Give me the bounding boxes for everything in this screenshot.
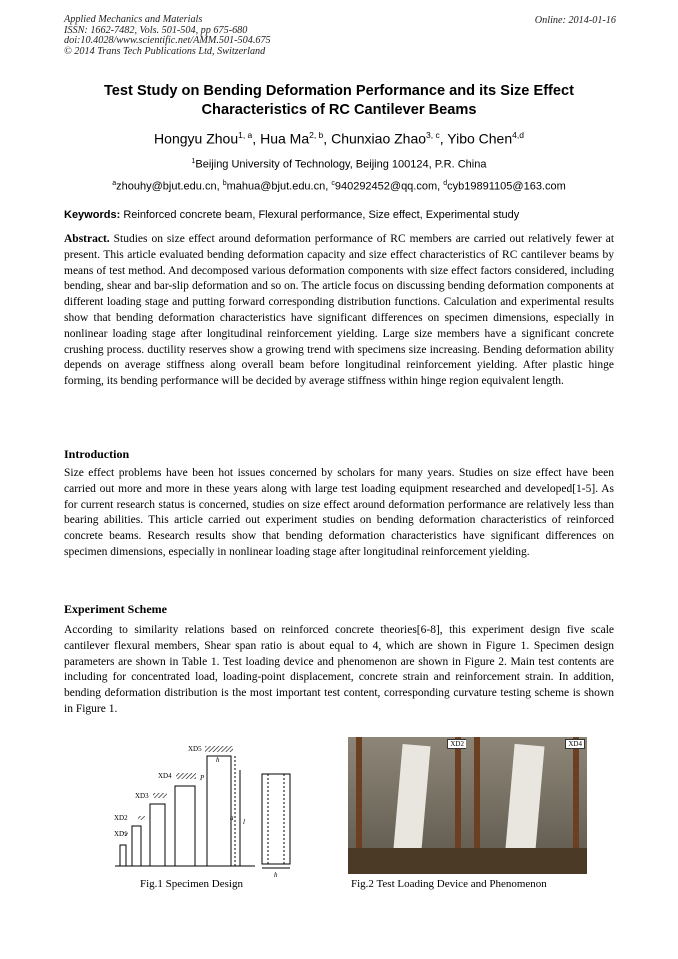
- fig2-caption: Fig.2 Test Loading Device and Phenomenon: [351, 878, 547, 890]
- specimen-xd2: [132, 826, 141, 866]
- email[interactable]: zhouhy@bjut.edu.cn,: [116, 180, 223, 193]
- label-xd1: XD1: [114, 830, 128, 838]
- label-xd5: XD5: [188, 745, 202, 753]
- email-sup: b: [222, 180, 227, 187]
- test-photo-xd2: [348, 737, 469, 874]
- affiliation: [0, 158, 678, 171]
- specimen-xd3: [150, 804, 165, 866]
- author-sup: 1, a: [238, 130, 253, 140]
- label-xd4: XD4: [158, 772, 172, 780]
- author-name: Yibo Chen: [447, 130, 513, 147]
- specimen-column: [393, 744, 430, 851]
- intro-text: Size effect problems have been hot issues concerned by scholars for many years. Studies on size effect have been carried out more and more in these years along with large test loading equipment researched and developed[1-5]. As for current research status is concerned, studies on size effect around deformation performance are relatively less than bearing abilities. This article carried out experiment studies on bending deformation characteristics of reinforced concrete beams. Research results show that bending deformation characteristics have significant differences on specimen dimensions, especially in nonlinear loading stage after longitudinal reinforcement yielding.: [64, 467, 614, 558]
- email-list: [0, 180, 678, 193]
- test-photo-xd4: [466, 737, 587, 874]
- abstract-text: Studies on size effect around deformation performance of RC members are carried out relatively fewer at present. This article evaluated bending deformation capacity and size effect characteristics of RC cantilever beams by means of test method. And decomposed various deformation components with size effect factors considered, including bending, shear and bar-slip deformation and so on. The article focus on discussing bending deformation components at different loading stage and putting forward corresponding distribution functions. Calculation and experimental results show that bending deformation characteristics have significant differences on specimen dimensions, especially in nonlinear loading stage after longitudinal reinforcement yielding. Large size members have a significant concrete crushing process. ductility reserves show a growing trend with specimens size increasing. Bending deformation ability depends on average stiffness along overall beam before longitudinal reinforcement yielding. After plastic hinge forming, its bending performance will be decided by average stiffness within hinge region equivalent length.: [64, 233, 615, 388]
- author-sup: 4,d: [512, 130, 524, 140]
- issn-line: ISSN: 1662-7482, Vols. 501-504, pp 675-680: [64, 24, 248, 36]
- dim-a: a: [230, 814, 234, 822]
- email-sup: c: [331, 180, 335, 187]
- author-sup: 2, b: [309, 130, 324, 140]
- copyright-line: © 2014 Trans Tech Publications Ltd, Switzerland: [64, 45, 266, 57]
- specimen-xd5: [207, 756, 231, 866]
- journal-name: Applied Mechanics and Materials: [64, 14, 203, 25]
- journal-header: [64, 15, 271, 57]
- author-name: Hua Ma: [260, 130, 310, 147]
- title-line-2: Characteristics of RC Cantilever Beams: [201, 101, 477, 118]
- photo-tag: XD4: [565, 739, 585, 749]
- online-date: Online: 2014-01-16: [534, 15, 616, 26]
- doi-line: doi:10.4028/www.scientific.net/AMM.501-504.675: [64, 35, 271, 47]
- author-list: Hongyu Zhou$^{1, a}$, Hua Ma$^{2, b}$, Chunxiao Zhao$^{3, c}$, Yibo Chen$^{4,d}$: [154, 130, 524, 147]
- author-name: Chunxiao Zhao: [331, 130, 427, 147]
- affiliation-sup: 1: [191, 158, 196, 165]
- email[interactable]: cyb19891105@163.com: [447, 180, 566, 193]
- email[interactable]: mahua@bjut.edu.cn,: [226, 180, 332, 193]
- keywords-label: Keywords:: [64, 209, 121, 221]
- scheme-heading: Experiment Scheme: [64, 602, 167, 616]
- specimen-xd4: [175, 786, 195, 866]
- dim-h-top: h: [216, 756, 220, 764]
- keywords: [64, 209, 620, 221]
- specimen-xd1: [120, 845, 126, 866]
- label-xd2: XD2: [114, 814, 128, 822]
- author-name: Hongyu Zhou: [154, 130, 239, 147]
- affiliation-text: Beijing University of Technology, Beijing 100124, P.R. China: [195, 158, 487, 171]
- label-xd3: XD3: [135, 792, 149, 800]
- paper-title: [40, 82, 638, 119]
- intro-heading: Introduction: [64, 447, 130, 461]
- abstract-label: Abstract.: [64, 233, 110, 245]
- fig1-caption: Fig.1 Specimen Design: [140, 878, 243, 890]
- keywords-text: Reinforced concrete beam, Flexural performance, Size effect, Experimental study: [123, 209, 520, 221]
- dim-l: l: [243, 818, 245, 826]
- dim-p: P: [200, 774, 205, 782]
- title-line-1: Test Study on Bending Deformation Performance and its Size Effect: [103, 83, 575, 99]
- photo-tag: XD2: [447, 739, 467, 749]
- email[interactable]: 940292452@qq.com,: [334, 180, 444, 193]
- dim-h-section: h: [274, 871, 278, 879]
- specimen-column: [505, 744, 544, 851]
- curvature-section: [262, 774, 290, 864]
- email-sup: a: [112, 180, 117, 187]
- specimen-design-figure: [110, 740, 310, 880]
- author-sup: 3, c: [426, 130, 440, 140]
- abstract: [64, 232, 614, 390]
- scheme-text: According to similarity relations based on reinforced concrete theories[6-8], this experiment design five scale cantilever flexural members, Shear span ratio is about equal to 4, which are shown in Figure 1. Specimen design parameters are shown in Table 1. Test loading device and phenomenon are shown in Figure 2. Main test contents are including for concentrated load, loading-point displacement, concrete strain and reinforcement strain. In addition, bending deformation distribution is the most important test content, corresponding curvature testing scheme is shown in Figure 1.: [64, 624, 614, 715]
- email-sup: d: [443, 180, 448, 187]
